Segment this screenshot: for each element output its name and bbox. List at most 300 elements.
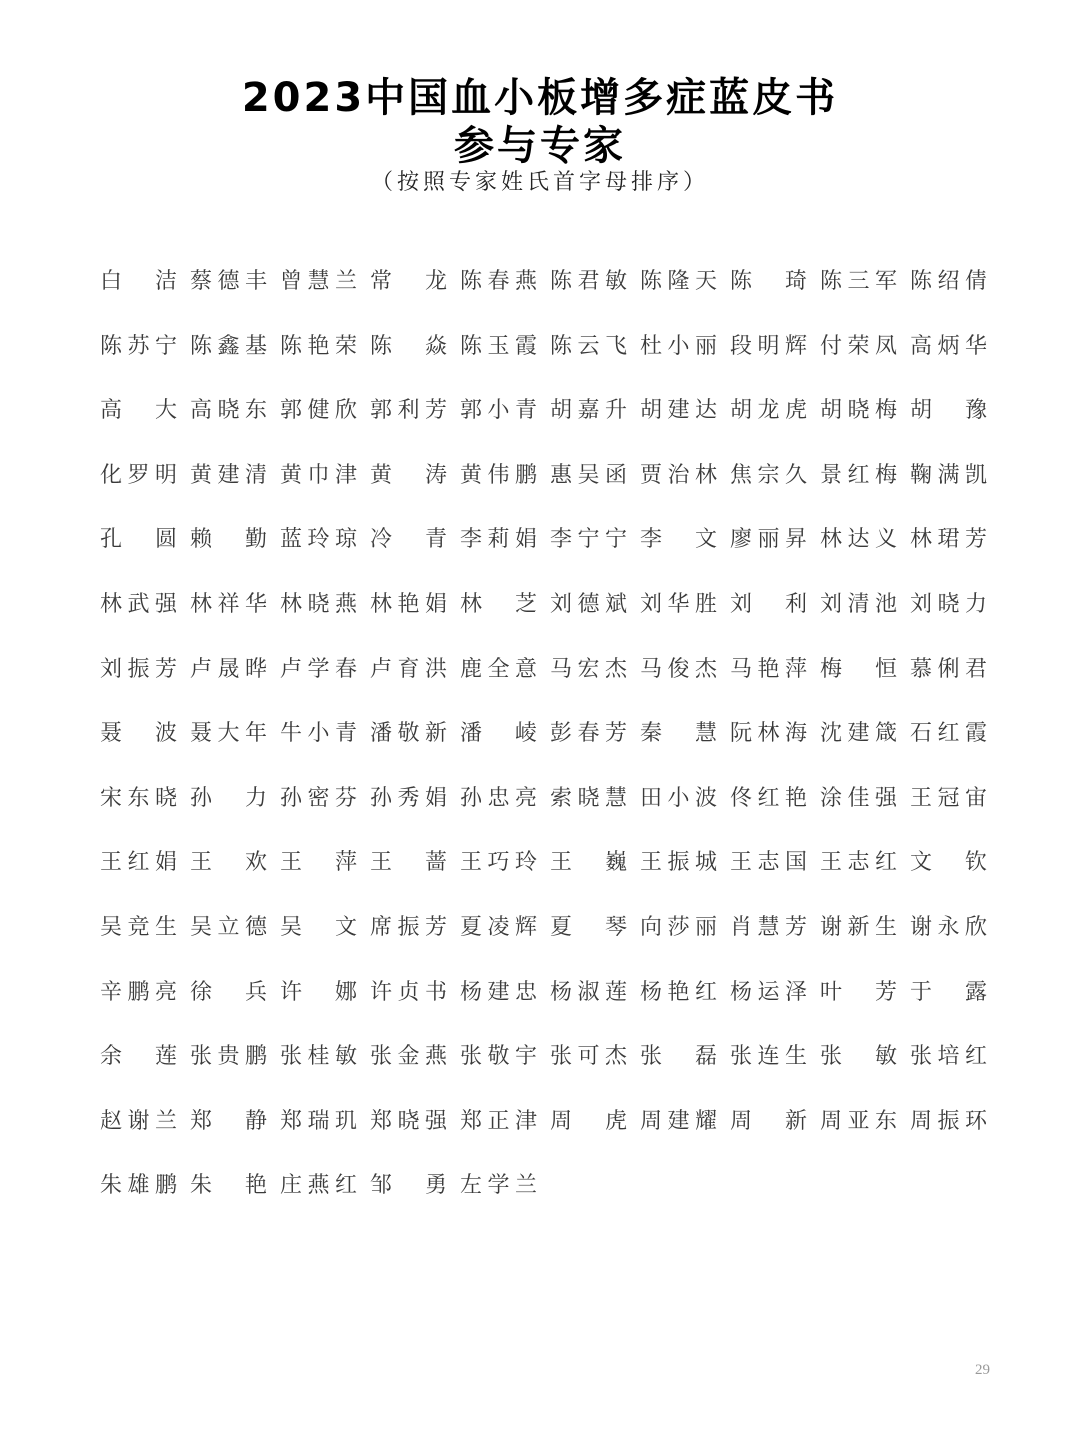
name-char: 义 bbox=[874, 527, 897, 553]
name-char: 年 bbox=[244, 721, 267, 747]
expert-name bbox=[100, 973, 177, 1013]
name-char: 丰 bbox=[244, 269, 267, 294]
expert-name bbox=[190, 1102, 267, 1142]
name-char: 嘉 bbox=[577, 398, 600, 424]
name-char: 雄 bbox=[127, 1173, 150, 1199]
name-char: 德 bbox=[217, 269, 240, 294]
name-char: 艳 bbox=[667, 979, 690, 1005]
name-char: 虎 bbox=[784, 398, 807, 424]
expert-name bbox=[460, 650, 537, 690]
name-char: 春 bbox=[577, 721, 600, 747]
expert-name bbox=[100, 714, 177, 754]
expert-name bbox=[910, 456, 987, 496]
name-char: 玑 bbox=[334, 1108, 357, 1134]
name-char: 生 bbox=[874, 914, 897, 940]
name-char: 化 bbox=[100, 462, 123, 488]
name-char: 芳 bbox=[874, 979, 897, 1005]
expert-name bbox=[730, 1102, 807, 1142]
name-char: 亮 bbox=[514, 785, 537, 811]
name-char: 立 bbox=[217, 914, 240, 940]
name-char: 林 bbox=[820, 527, 843, 553]
expert-name bbox=[460, 391, 537, 431]
name-char: 佳 bbox=[847, 785, 870, 811]
name-char: 明 bbox=[154, 462, 177, 488]
name-char: 廖 bbox=[730, 527, 753, 553]
name-char: 徐 bbox=[190, 979, 213, 1005]
name-char: 李 bbox=[550, 527, 573, 553]
expert-name bbox=[910, 908, 987, 948]
name-char: 阮 bbox=[730, 721, 753, 747]
name-char: 陈 bbox=[460, 333, 483, 359]
name-char: 吴 bbox=[190, 914, 213, 940]
expert-name bbox=[550, 327, 627, 367]
name-char: 王 bbox=[280, 850, 303, 876]
expert-name bbox=[370, 391, 447, 431]
name-char: 于 bbox=[910, 979, 933, 1005]
name-char: 高 bbox=[190, 398, 213, 424]
name-char: 焦 bbox=[730, 462, 753, 488]
name-char: 孙 bbox=[370, 785, 393, 811]
name-char: 晓 bbox=[307, 591, 330, 617]
name-char: 鹏 bbox=[154, 1173, 177, 1199]
expert-name bbox=[640, 714, 717, 754]
name-char: 振 bbox=[937, 1108, 960, 1134]
name-char: 可 bbox=[577, 1044, 600, 1070]
name-char: 牛 bbox=[280, 721, 303, 747]
name-char: 夏 bbox=[550, 914, 573, 940]
name-char: 强 bbox=[154, 591, 177, 617]
name-char: 夏 bbox=[460, 914, 483, 940]
name-char: 大 bbox=[217, 721, 240, 747]
name-char: 君 bbox=[577, 269, 600, 294]
expert-name bbox=[550, 779, 627, 819]
name-char: 陈 bbox=[910, 269, 933, 294]
name-char: 叶 bbox=[820, 979, 843, 1005]
expert-name bbox=[550, 1102, 627, 1142]
expert-name bbox=[280, 650, 357, 690]
expert-name bbox=[730, 1037, 807, 1077]
expert-name bbox=[460, 908, 537, 948]
name-char: 陈 bbox=[550, 269, 573, 294]
name-char: 荣 bbox=[847, 333, 870, 359]
name-char: 霞 bbox=[514, 333, 537, 359]
expert-name bbox=[910, 714, 987, 754]
expert-name bbox=[730, 973, 807, 1013]
name-char: 杨 bbox=[460, 979, 483, 1005]
name-char: 张 bbox=[640, 1044, 663, 1070]
expert-name bbox=[820, 585, 897, 625]
expert-name bbox=[820, 520, 897, 560]
name-char: 谢 bbox=[910, 914, 933, 940]
name-char: 杰 bbox=[604, 656, 627, 682]
name-char: 敏 bbox=[874, 1044, 897, 1070]
name-char: 小 bbox=[487, 398, 510, 424]
name-char: 明 bbox=[757, 333, 780, 359]
expert-name bbox=[550, 843, 627, 883]
name-char: 俊 bbox=[667, 656, 690, 682]
name-char: 慧 bbox=[307, 269, 330, 294]
expert-name bbox=[640, 779, 717, 819]
name-char: 佟 bbox=[730, 785, 753, 811]
expert-name bbox=[100, 1166, 177, 1206]
name-char: 张 bbox=[190, 1044, 213, 1070]
name-char: 芬 bbox=[334, 785, 357, 811]
expert-name bbox=[280, 327, 357, 367]
name-char: 红 bbox=[937, 721, 960, 747]
name-char: 周 bbox=[640, 1108, 663, 1134]
name-char: 张 bbox=[550, 1044, 573, 1070]
name-char: 勤 bbox=[244, 527, 267, 553]
name-char: 忠 bbox=[487, 785, 510, 811]
name-char: 娟 bbox=[514, 527, 537, 553]
name-char: 凌 bbox=[487, 914, 510, 940]
name-char: 邹 bbox=[370, 1173, 393, 1199]
expert-name bbox=[730, 650, 807, 690]
expert-name bbox=[370, 456, 447, 496]
name-char: 蔡 bbox=[190, 269, 213, 294]
name-char: 绍 bbox=[937, 269, 960, 294]
name-char: 函 bbox=[604, 462, 627, 488]
name-char: 秦 bbox=[640, 721, 663, 747]
name-char: 力 bbox=[244, 785, 267, 811]
name-char: 敬 bbox=[487, 1044, 510, 1070]
name-char: 慧 bbox=[757, 914, 780, 940]
name-char: 林 bbox=[460, 591, 483, 617]
name-char: 吴 bbox=[100, 914, 123, 940]
name-char: 黄 bbox=[370, 462, 393, 488]
expert-name bbox=[100, 1037, 177, 1077]
expert-name bbox=[460, 779, 537, 819]
expert-name bbox=[910, 585, 987, 625]
expert-name bbox=[370, 327, 447, 367]
expert-name bbox=[370, 779, 447, 819]
name-char: 华 bbox=[964, 333, 987, 359]
expert-name bbox=[730, 456, 807, 496]
name-char: 胡 bbox=[550, 398, 573, 424]
name-char: 振 bbox=[397, 914, 420, 940]
name-char: 宋 bbox=[100, 785, 123, 811]
name-char: 常 bbox=[370, 269, 393, 294]
name-char: 东 bbox=[127, 785, 150, 811]
name-char: 涛 bbox=[424, 462, 447, 488]
name-char: 莲 bbox=[604, 979, 627, 1005]
name-char: 敬 bbox=[397, 721, 420, 747]
name-char: 梅 bbox=[874, 398, 897, 424]
expert-name bbox=[280, 1037, 357, 1077]
name-char: 宙 bbox=[964, 785, 987, 811]
name-char: 梅 bbox=[820, 656, 843, 682]
name-char: 春 bbox=[487, 269, 510, 294]
name-char: 彭 bbox=[550, 721, 573, 747]
name-char: 辉 bbox=[784, 333, 807, 359]
name-char: 勇 bbox=[424, 1173, 447, 1199]
document-subtitle-experts: 参与专家 bbox=[454, 123, 626, 169]
expert-name bbox=[370, 843, 447, 883]
name-char: 索 bbox=[550, 785, 573, 811]
name-char: 李 bbox=[460, 527, 483, 553]
name-char: 学 bbox=[307, 656, 330, 682]
name-char: 林 bbox=[757, 721, 780, 747]
name-char: 庄 bbox=[280, 1173, 303, 1199]
name-char: 燕 bbox=[514, 269, 537, 294]
name-char: 波 bbox=[694, 785, 717, 811]
name-char: 马 bbox=[640, 656, 663, 682]
name-char: 隆 bbox=[667, 269, 690, 294]
expert-name bbox=[820, 779, 897, 819]
name-char: 龙 bbox=[424, 269, 447, 294]
name-char: 建 bbox=[667, 1108, 690, 1134]
expert-name bbox=[910, 520, 987, 560]
name-char: 飞 bbox=[604, 333, 627, 359]
expert-name bbox=[910, 650, 987, 690]
name-char: 卢 bbox=[280, 656, 303, 682]
name-char: 新 bbox=[847, 914, 870, 940]
name-char: 书 bbox=[424, 979, 447, 1005]
name-char: 学 bbox=[487, 1173, 510, 1199]
name-char: 王 bbox=[190, 850, 213, 876]
name-char: 强 bbox=[874, 785, 897, 811]
name-char: 曾 bbox=[280, 269, 303, 294]
name-char: 林 bbox=[190, 591, 213, 617]
name-char: 景 bbox=[820, 462, 843, 488]
expert-name bbox=[280, 456, 357, 496]
name-char: 晟 bbox=[217, 656, 240, 682]
name-char: 张 bbox=[370, 1044, 393, 1070]
expert-name bbox=[460, 456, 537, 496]
name-char: 吴 bbox=[280, 914, 303, 940]
name-char: 冷 bbox=[370, 527, 393, 553]
name-char: 豫 bbox=[964, 398, 987, 424]
name-char: 红 bbox=[874, 850, 897, 876]
expert-name bbox=[370, 262, 447, 302]
name-char: 聂 bbox=[190, 721, 213, 747]
name-char: 敏 bbox=[334, 1044, 357, 1070]
expert-name bbox=[460, 262, 537, 302]
expert-name bbox=[910, 779, 987, 819]
name-char: 朱 bbox=[100, 1173, 123, 1199]
expert-name bbox=[550, 973, 627, 1013]
name-char: 德 bbox=[577, 591, 600, 617]
name-char: 辛 bbox=[100, 979, 123, 1005]
name-char: 华 bbox=[667, 591, 690, 617]
expert-name bbox=[460, 1037, 537, 1077]
name-char: 陈 bbox=[370, 333, 393, 359]
name-char: 文 bbox=[694, 527, 717, 553]
expert-name bbox=[730, 391, 807, 431]
name-char: 刘 bbox=[100, 656, 123, 682]
name-char: 石 bbox=[910, 721, 933, 747]
name-char: 高 bbox=[100, 398, 123, 424]
name-char: 孔 bbox=[100, 527, 123, 553]
name-char: 燕 bbox=[307, 1173, 330, 1199]
name-char: 桂 bbox=[307, 1044, 330, 1070]
name-char: 宏 bbox=[577, 656, 600, 682]
name-char: 文 bbox=[334, 914, 357, 940]
name-char: 王 bbox=[730, 850, 753, 876]
expert-name bbox=[730, 262, 807, 302]
expert-name bbox=[640, 391, 717, 431]
name-char: 郑 bbox=[460, 1108, 483, 1134]
expert-name bbox=[460, 1102, 537, 1142]
name-char: 兰 bbox=[514, 1173, 537, 1199]
name-char: 欣 bbox=[964, 914, 987, 940]
name-char: 杨 bbox=[550, 979, 573, 1005]
name-char: 环 bbox=[964, 1108, 987, 1134]
name-char: 红 bbox=[757, 785, 780, 811]
name-char: 三 bbox=[847, 269, 870, 294]
expert-name bbox=[460, 327, 537, 367]
name-char: 治 bbox=[667, 462, 690, 488]
name-char: 沈 bbox=[820, 721, 843, 747]
expert-name bbox=[280, 908, 357, 948]
name-char: 建 bbox=[847, 721, 870, 747]
name-char: 竞 bbox=[127, 914, 150, 940]
name-char: 娟 bbox=[154, 850, 177, 876]
name-char: 晓 bbox=[847, 398, 870, 424]
expert-name bbox=[640, 327, 717, 367]
name-char: 贵 bbox=[217, 1044, 240, 1070]
name-char: 鞠 bbox=[910, 462, 933, 488]
name-char: 艳 bbox=[244, 1173, 267, 1199]
name-char: 娟 bbox=[424, 785, 447, 811]
name-char: 惠 bbox=[550, 462, 573, 488]
expert-name bbox=[640, 650, 717, 690]
expert-name bbox=[460, 843, 537, 883]
name-char: 卢 bbox=[370, 656, 393, 682]
name-char: 潘 bbox=[460, 721, 483, 747]
name-char: 清 bbox=[244, 462, 267, 488]
name-char: 宇 bbox=[514, 1044, 537, 1070]
name-char: 杨 bbox=[640, 979, 663, 1005]
name-char: 箴 bbox=[874, 721, 897, 747]
name-char: 密 bbox=[307, 785, 330, 811]
expert-name bbox=[100, 650, 177, 690]
name-char: 培 bbox=[937, 1044, 960, 1070]
name-char: 志 bbox=[847, 850, 870, 876]
name-char: 小 bbox=[667, 333, 690, 359]
expert-name bbox=[550, 650, 627, 690]
name-char: 大 bbox=[154, 398, 177, 424]
name-char: 蔷 bbox=[424, 850, 447, 876]
name-char: 陈 bbox=[460, 269, 483, 294]
name-char: 武 bbox=[127, 591, 150, 617]
name-char: 利 bbox=[784, 591, 807, 617]
name-char: 振 bbox=[667, 850, 690, 876]
name-char: 白 bbox=[100, 269, 123, 294]
name-char: 珺 bbox=[937, 527, 960, 553]
expert-name bbox=[280, 262, 357, 302]
expert-name bbox=[280, 973, 357, 1013]
name-char: 段 bbox=[730, 333, 753, 359]
name-char: 红 bbox=[334, 1173, 357, 1199]
expert-name bbox=[640, 973, 717, 1013]
expert-name bbox=[190, 973, 267, 1013]
name-char: 陈 bbox=[820, 269, 843, 294]
name-char: 虎 bbox=[604, 1108, 627, 1134]
expert-name bbox=[190, 650, 267, 690]
name-char: 郑 bbox=[190, 1108, 213, 1134]
name-char: 刘 bbox=[820, 591, 843, 617]
name-char: 陈 bbox=[280, 333, 303, 359]
name-char: 丽 bbox=[694, 333, 717, 359]
name-char: 马 bbox=[730, 656, 753, 682]
expert-name bbox=[640, 520, 717, 560]
name-char: 周 bbox=[730, 1108, 753, 1134]
name-char: 强 bbox=[424, 1108, 447, 1134]
expert-name bbox=[910, 1102, 987, 1142]
expert-name bbox=[280, 779, 357, 819]
name-char: 泽 bbox=[784, 979, 807, 1005]
name-char: 芝 bbox=[514, 591, 537, 617]
name-char: 慕 bbox=[910, 656, 933, 682]
expert-name bbox=[820, 327, 897, 367]
name-char: 祥 bbox=[217, 591, 240, 617]
name-char: 健 bbox=[307, 398, 330, 424]
name-char: 玉 bbox=[487, 333, 510, 359]
name-char: 娟 bbox=[424, 591, 447, 617]
name-char: 东 bbox=[874, 1108, 897, 1134]
name-char: 金 bbox=[397, 1044, 420, 1070]
name-char: 黄 bbox=[280, 462, 303, 488]
name-char: 张 bbox=[280, 1044, 303, 1070]
expert-name bbox=[100, 391, 177, 431]
page-number: 29 bbox=[975, 1362, 990, 1378]
name-char: 杨 bbox=[730, 979, 753, 1005]
name-char: 丽 bbox=[757, 527, 780, 553]
expert-name bbox=[280, 391, 357, 431]
expert-name bbox=[910, 843, 987, 883]
name-char: 凤 bbox=[874, 333, 897, 359]
name-char: 俐 bbox=[937, 656, 960, 682]
expert-name bbox=[370, 650, 447, 690]
expert-name bbox=[820, 973, 897, 1013]
expert-name bbox=[640, 1037, 717, 1077]
name-char: 建 bbox=[217, 462, 240, 488]
name-char: 吴 bbox=[577, 462, 600, 488]
name-char: 赖 bbox=[190, 527, 213, 553]
name-char: 钦 bbox=[964, 850, 987, 876]
name-char: 波 bbox=[154, 721, 177, 747]
name-char: 红 bbox=[847, 462, 870, 488]
expert-name bbox=[910, 1037, 987, 1077]
name-char: 华 bbox=[244, 591, 267, 617]
expert-name bbox=[190, 843, 267, 883]
expert-name bbox=[190, 1166, 267, 1206]
name-char: 琴 bbox=[604, 914, 627, 940]
name-char: 达 bbox=[847, 527, 870, 553]
expert-name bbox=[370, 973, 447, 1013]
name-char: 晔 bbox=[244, 656, 267, 682]
name-char: 亮 bbox=[154, 979, 177, 1005]
name-char: 池 bbox=[874, 591, 897, 617]
name-char: 亚 bbox=[847, 1108, 870, 1134]
name-char: 津 bbox=[514, 1108, 537, 1134]
name-char: 运 bbox=[757, 979, 780, 1005]
name-char: 左 bbox=[460, 1173, 483, 1199]
name-char: 兵 bbox=[244, 979, 267, 1005]
name-char: 王 bbox=[550, 850, 573, 876]
name-char: 振 bbox=[127, 656, 150, 682]
expert-name bbox=[550, 1037, 627, 1077]
expert-name bbox=[910, 391, 987, 431]
expert-name bbox=[100, 262, 177, 302]
name-char: 林 bbox=[280, 591, 303, 617]
name-char: 芳 bbox=[424, 398, 447, 424]
name-char: 陈 bbox=[550, 333, 573, 359]
name-char: 张 bbox=[730, 1044, 753, 1070]
expert-name bbox=[460, 520, 537, 560]
name-char: 周 bbox=[550, 1108, 573, 1134]
